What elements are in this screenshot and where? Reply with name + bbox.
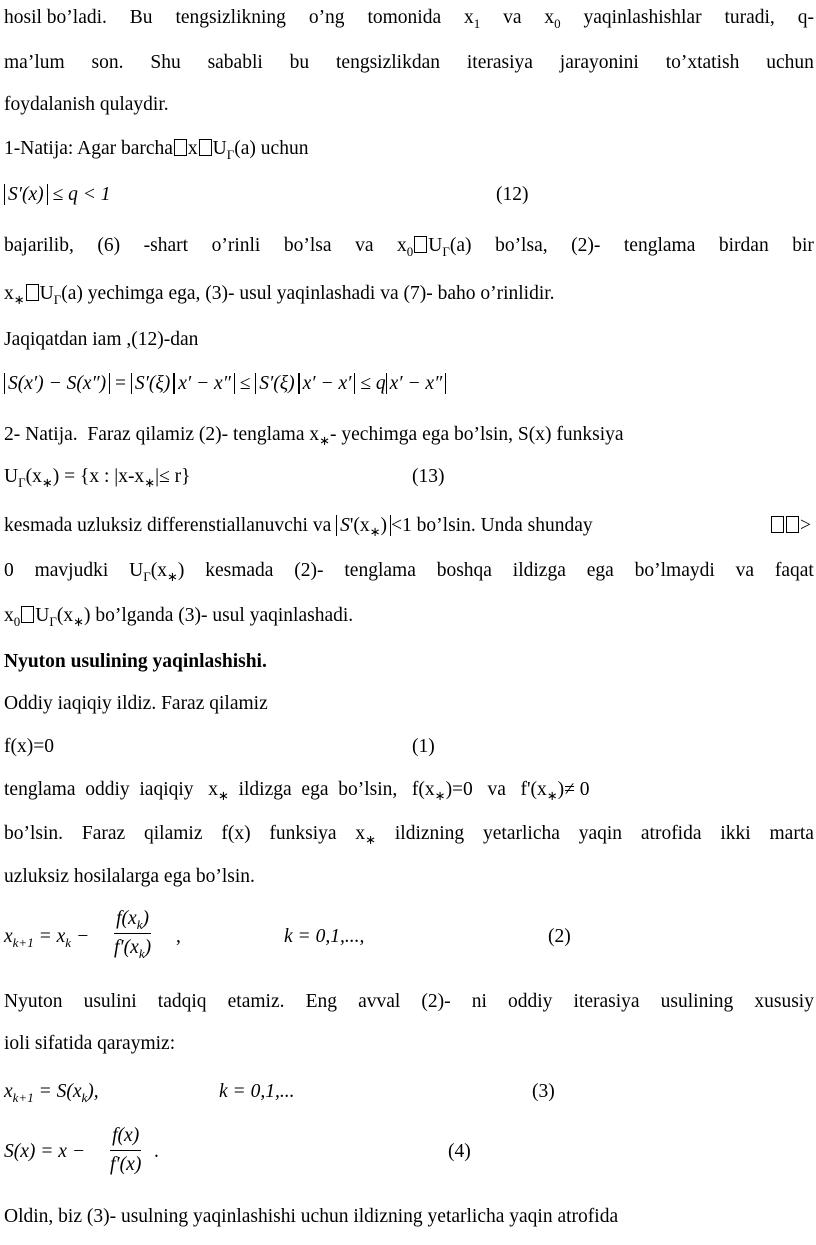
inequality: ≤ q < 1 [52, 184, 111, 205]
text-line: kesmada uzluksiz differenstiallanuvchi va $S'(x_∗) <1$ bo’lsin. Unda shunday > [4, 515, 811, 539]
section-heading: Nyuton usulining yaqinlashishi. [4, 651, 267, 672]
word: to’xtatish [665, 52, 740, 73]
text-line: $x_0$ $U_Г(x_∗)$ bo’lganda (3)- usul yaqinlashadi. [4, 605, 354, 629]
word: Shu [150, 52, 181, 73]
equation-number: (1) [412, 736, 435, 757]
text-line: Jaqiqatdan iam ,(12)-dan [4, 329, 199, 350]
word: tomonida [367, 7, 442, 28]
var-x0: $x_0$ [544, 7, 561, 31]
word: bu [289, 52, 310, 73]
equation-2: $x_{k+1} = x_k$ − $\frac{f(x_k)}{f'(x_k)}$ , k = 0,1,..., (2) [4, 908, 571, 961]
word: tengsizlikdan [336, 52, 440, 73]
missing-glyph-icon [174, 139, 187, 156]
text-line: 0 mavjudki $U_Г(x_∗)$ kesmada (2)- tenglama boshqa ildizga ega bo’lmaydi va faqat [4, 560, 814, 584]
text-line [4, 6, 814, 30]
corollary-2-line: 2- Natija. Faraz qilamiz (2)- tenglama $x_∗-$ yechimga ega bo’lsin, S(x) funksiya [4, 424, 624, 448]
word: uchun [766, 52, 814, 73]
lipschitz-estimate: S(x′) − S(x″) = S′(ξ) x′ − x″ ≤ S′(ξ) x′ − x′ ≤ q x′ − x″ [4, 372, 814, 396]
missing-glyph-icon [786, 516, 799, 533]
word: turadi, [724, 7, 775, 28]
word: son. [91, 52, 124, 73]
text-line: ioli sifatida qaraymiz: [4, 1033, 176, 1054]
text-line: tenglama oddiy iaqiqiy $x_∗$ ildizga ega bo’lsin, $f(x_∗)=0$ va $f'(x_∗)\ne 0$ [4, 779, 590, 803]
var-x1: $x_1$ [463, 7, 481, 31]
missing-glyph-icon [26, 284, 39, 301]
missing-glyph-icon [21, 606, 34, 623]
missing-glyph-icon [199, 139, 212, 156]
word: Bu [129, 7, 153, 28]
text-line [4, 51, 814, 75]
word: jarayonini [559, 52, 639, 73]
text-line: bajarilib, (6) -shart o’rinli bo’lsa va $x_0$ $U_Г(a)$ bo’lsa, (2)- tenglama birdan bir [4, 235, 814, 259]
text-line: Oddiy iaqiqiy ildiz. Faraz qilamiz [4, 693, 268, 714]
equation-13: $U_Г(x_∗) = \{x$ : $|x-x_∗|\le r$} (13) [4, 466, 445, 490]
missing-glyph-icon [414, 236, 427, 253]
x0-in-U: $x_0$ $U_Г(a)$ [397, 235, 472, 259]
fraction: $\frac{f(x)}{f'(x)}$ [110, 1125, 142, 1175]
word: ma’lum [4, 52, 65, 73]
corollary-1-line: 1-Natija: Agar barcha x $U_Г(a)$ uchun [4, 138, 309, 162]
fraction: $\frac{f(x_k)}{f'(x_k)}$ [114, 908, 152, 961]
missing-glyph-icon [771, 516, 784, 533]
equation-4: S(x) = x − $\frac{f(x)}{f'(x)}$ . (4) [4, 1125, 471, 1175]
word: sababli [207, 52, 263, 73]
word: hosil bo’ladi. [4, 7, 107, 28]
equation-1: f(x)=0 (1) [4, 736, 435, 757]
text-line: Nyuton usulini tadqiq etamiz. Eng avval (2)- ni oddiy iterasiya usulining xususiy [4, 991, 814, 1012]
word: va [503, 7, 522, 28]
word: iterasiya [466, 52, 533, 73]
text-line: bo’lsin. Faraz qilamiz f(x) funksiya $x_∗$ ildizning yetarlicha yaqin atrofida ikki marta [4, 823, 814, 847]
text-line: $x_∗$ $U_Г(a)$ yechimga ega, (3)- usul yaqinlashadi va (7)- baho o’rinlidir. [4, 283, 555, 307]
text-line: uzluksiz hosilalarga ega bo’lsin. [4, 866, 255, 887]
text-line: foydalanish qulaydir. [4, 94, 169, 115]
word: q- [797, 7, 814, 28]
abs-derivative: S′(x) [4, 184, 48, 205]
word: o’ng [308, 7, 345, 28]
equation-12 [4, 183, 814, 207]
equation-number: (2) [548, 926, 571, 947]
equation-3: $x_{k+1} = S(x_k)$, k = 0,1,... (3) [4, 1081, 555, 1105]
text-line: Oldin, biz (3)- usulning yaqinlashishi uchun ildizning yetarlicha yaqin atrofida [4, 1206, 619, 1227]
equation-number: (3) [532, 1081, 555, 1102]
equation-number: (12) [496, 184, 529, 205]
word: tengsizlikning [175, 7, 286, 28]
equation-number: (13) [412, 466, 445, 487]
equation-number: (4) [448, 1141, 471, 1162]
word: yaqinlashishlar [583, 7, 702, 28]
